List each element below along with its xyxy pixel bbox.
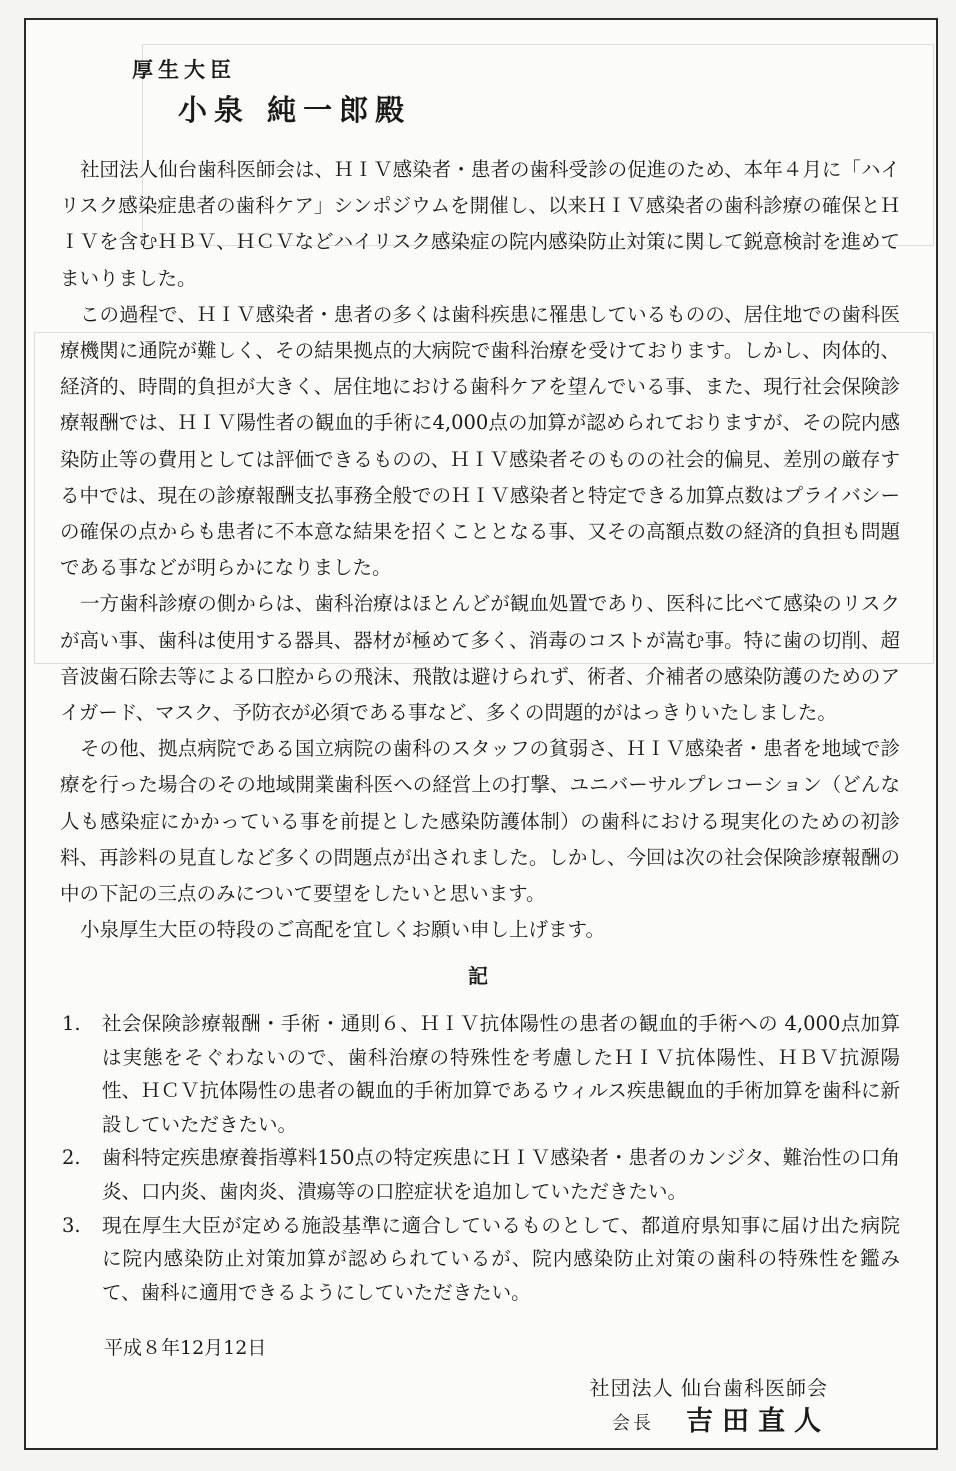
item-number: 1. (62, 1012, 81, 1035)
request-list (62, 1007, 900, 1309)
item-number: 3. (62, 1213, 81, 1237)
paragraph: この過程で、ＨＩＶ感染者・患者の多くは歯科疾患に罹患しているものの、居住地での歯科医療機関に通院が難しく、その結果拠点的大病院で歯科治療を受けております。しかし、肉体的、経済的、時間的負担が大きく、居住地における歯科ケアを望んでいる事、また、現行社会保険診療報酬では、ＨＩＶ陽性者の観血的手術に4,000点の加算が認められておりますが、その院内感染防止等の費用としては評価できるものの、ＨＩＶ感染者そのものの社会的偏見、差別の厳存する中では、現在の診療報酬支払事務全般でのＨＩＶ感染者と特定できる加算点数はプライバシーの確保の点からも患者に不本意な結果を招くこととなる事、又その高額点数の経済的負担も問題である事などが明らかになりました。 (60, 302, 900, 580)
letter-date: 平成８年12月12日 (104, 1337, 267, 1359)
paragraph: 一方歯科診療の側からは、歯科治療はほとんどが観血処置であり、医科に比べて感染のリスクが高い事、歯科は使用する器具、器材が極めて多く、消毒のコストが嵩む事。特に歯の切削、超音波歯石除去等による口腔からの飛沫、飛散は避けられず、術者、介補者の感染防護のためのアイガード、マスク、予防衣が必須である事など、多くの問題的がはっきりいたしました。 (60, 592, 900, 725)
request-item (62, 1209, 900, 1310)
item-text: 歯科特定疾患療養指導料150点の特定疾患にＨＩＶ感染者・患者のカンジタ、難治性の口角炎、口内炎、歯肉炎、潰瘍等の口腔症状を追加していただきたい。 (102, 1146, 900, 1203)
item-text: 社会保険診療報酬・手術・通則６、ＨＩＶ抗体陽性の患者の観血的手術への 4,000点加算は実態をそぐわないので、歯科治療の特殊性を考慮したＨＩＶ抗体陽性、ＨＢＶ抗源陽性、ＨＣＶ抗体陽性の患者の観血的手術加算であるウィルス疾患観血的手術加算を歯科に新設していただきたい。 (102, 1012, 900, 1136)
paragraph: 小泉厚生大臣の特段のご高配を宜しくお願い申し上げます。 (80, 918, 605, 942)
sender-organization: 社団法人 仙台歯科医師会 (589, 1376, 828, 1400)
item-text: 現在厚生大臣が定める施設基準に適合しているものとして、都道府県知事に届け出た病院に院内感染防止対策加算が認められているが、院内感染防止対策の歯科の特殊性を鑑みて、歯科に適用できるようにしていただきたい。 (102, 1213, 900, 1304)
letter-body (60, 152, 900, 948)
sender-name: 吉田直人 (686, 1406, 830, 1437)
request-item (62, 1141, 900, 1208)
request-item (62, 1007, 900, 1141)
sender-role: 会長 (612, 1413, 654, 1434)
paragraph: 社団法人仙台歯科医師会は、ＨＩＶ感染者・患者の歯科受診の促進のため、本年４月に「ハイリスク感染症患者の歯科ケア」シンポジウムを開催し、以来ＨＩＶ感染者の歯科診療の確保とＨＩＶを含むＨＢＶ、ＨＣＶなどハイリスク感染症の院内感染防止対策に関して鋭意検討を進めてまいりました。 (60, 158, 900, 290)
paragraph: その他、拠点病院である国立病院の歯科のスタッフの貧弱さ、ＨＩＶ感染者・患者を地域で診療を行った場合のその地域開業歯科医への経営上の打撃、ユニバーサルプレコーション（どんな人も感染症にかかっている事を前提とした感染防護体制）の歯科における現実化のための初診料、再診料の見直しなど多くの問題点が出されました。しかし、今回は次の社会保険診療報酬の中の下記の三点のみについて要望をしたいと思います。 (60, 737, 900, 906)
recipient-name: 小泉 純一郎殿 (178, 93, 412, 127)
item-number: 2. (62, 1146, 81, 1170)
recipient-title: 厚生大臣 (132, 57, 236, 82)
ki-heading: 記 (468, 964, 488, 988)
